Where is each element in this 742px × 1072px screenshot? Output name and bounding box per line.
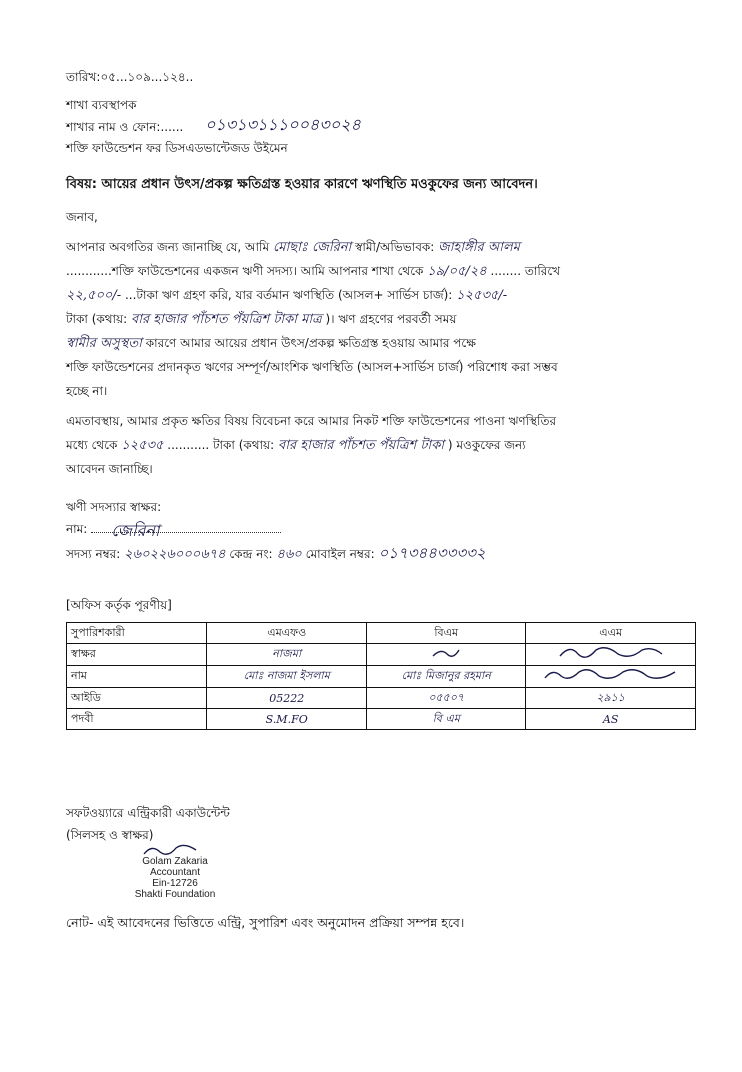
branch-phone-handwritten: ০১৩১৩১১১০০৪৩০২৪ <box>205 115 361 134</box>
header-mfo: এমএফও <box>207 623 367 644</box>
bm-id: ০৫৫০৭ <box>367 688 526 709</box>
body-line-4-suffix: )। ঋণ গ্রহণের পরবর্তী সময় <box>325 312 457 326</box>
body-line-5-text: কারণে আমার আয়ের প্রধান উৎস/প্রকল্প ক্ষতিগ্রস্ত হওয়ায় আমার পক্ষে <box>145 336 476 350</box>
member-name-field <box>91 521 281 540</box>
accountant-subtitle: (সিলসহ ও স্বাক্ষর) <box>66 828 154 842</box>
mfo-id: 05222 <box>207 688 367 709</box>
header-am: এএম <box>526 623 696 644</box>
body-line-3-text: ...টাকা ঋণ গ্রহণ করি, যার বর্তমান ঋণস্থিতি (আসল+ সার্ভিস চার্জ): <box>124 288 453 302</box>
body-line-2-text: ............শক্তি ফাউন্ডেশনের একজন ঋণী সদস্য। আমি আপনার শাখা থেকে <box>66 264 424 278</box>
row-label-id: আইডি <box>67 688 207 709</box>
seal-role: Accountant <box>149 867 201 878</box>
member-name-handwritten: মোছাঃ জেরিনা <box>272 240 352 255</box>
table-row <box>67 688 696 709</box>
member-number-label: সদস্য নম্বর: <box>66 547 121 561</box>
mfo-signature: নাজমা <box>207 644 367 666</box>
reason-handwritten: স্বামীর অসুস্থতা <box>66 336 142 351</box>
body-line-2-suffix: ........ তারিখে <box>490 264 561 278</box>
row-label-name: নাম <box>67 666 207 688</box>
body-line-1-text: আপনার অবগতির জন্য জানাচ্ছি যে, আমি <box>66 240 270 254</box>
kendra-number-handwritten: ৪৬০ <box>276 547 302 562</box>
body-line-7: হচ্ছে না। <box>66 384 108 398</box>
mobile-number-handwritten: ০১৭৩৪৪৩৩৩৩২ <box>378 544 486 562</box>
table-row <box>67 644 696 666</box>
body-line-4 <box>66 312 456 327</box>
am-name-scribble <box>541 666 681 684</box>
loan-amount-handwritten: ২২,৫০০/- <box>66 288 122 303</box>
request-line-1: এমতাবস্থায়, আমার প্রকৃত ক্ষতির বিষয় বিবেচনা করে আমার নিকট শক্তি ফাউন্ডেশনের পাওনা ঋণস্থিতির <box>66 414 557 428</box>
seal-org: Shakti Foundation <box>134 889 216 900</box>
mobile-label: মোবাইল নম্বর: <box>305 547 375 561</box>
seal-id: Ein-12726 <box>152 878 198 889</box>
table-row <box>67 709 696 730</box>
request-line-2-prefix: মধ্যে থেকে <box>66 438 118 452</box>
body-line-5 <box>66 336 476 351</box>
recipient-line: শাখা ব্যবস্থাপক <box>66 98 137 112</box>
bm-signature-scribble <box>431 646 461 660</box>
mfo-designation: S.M.FO <box>207 709 367 730</box>
request-line-2-suffix: ) মওকুফের জন্য <box>447 438 526 452</box>
body-line-1-guardian-label: স্বামী/অভিভাবক: <box>355 240 435 254</box>
body-line-6: শক্তি ফাউন্ডেশনের প্রদানকৃত ঋণের সম্পূর্ণ/আংশিক ঋণস্থিতি (আসল+সার্ভিস চার্জ) পরিশোধ করা সম্ভব <box>66 360 558 374</box>
accountant-seal <box>120 856 230 900</box>
request-line-2 <box>66 438 526 453</box>
subject-line: বিষয়: আয়ের প্রধান উৎস/প্রকল্প ক্ষতিগ্রস্ত হওয়ার কারণে ঋণস্থিতি মওকুফের জন্য আবেদন। <box>66 177 538 192</box>
body-line-3 <box>66 288 507 303</box>
member-name-signature: জেরিনা <box>111 521 160 540</box>
waiver-words-handwritten: বার হাজার পাঁচশত পঁয়ত্রিশ টাকা <box>278 438 445 453</box>
request-line-3: আবেদন জানাচ্ছি। <box>66 462 153 476</box>
member-number-row <box>66 546 486 562</box>
am-name <box>526 666 696 688</box>
member-name-label: নাম: <box>66 522 88 536</box>
bm-designation: বি এম <box>367 709 526 730</box>
body-line-4-text: টাকা (কথায়: <box>66 312 128 326</box>
member-signature-label: ঋণী সদস্যার স্বাক্ষর: <box>66 500 162 514</box>
bm-signature <box>367 644 526 666</box>
am-id: ২৯১১ <box>526 688 696 709</box>
mfo-name: মোঃ নাজমা ইসলাম <box>207 666 367 688</box>
member-number-handwritten: ২৬০২২৬০০০৬৭৪ <box>124 547 226 562</box>
outstanding-words-handwritten: বার হাজার পাঁচশত পঁয়ত্রিশ টাকা মাত্র <box>130 312 322 327</box>
office-table-header-row <box>67 623 696 644</box>
bm-name: মোঃ মিজানুর রহমান <box>367 666 526 688</box>
row-label-signature: স্বাক্ষর <box>67 644 207 666</box>
am-signature-scribble <box>556 644 666 662</box>
office-table <box>66 622 696 730</box>
row-label-designation: পদবী <box>67 709 207 730</box>
salutation: জনাব, <box>66 210 98 224</box>
member-name-row <box>66 521 281 540</box>
accountant-title: সফটওয়্যারে এন্ট্রিকারী একাউন্টেন্ট <box>66 806 230 820</box>
loan-date-handwritten: ১৯/০৫/২৪ <box>427 264 487 279</box>
guardian-name-handwritten: জাহাঙ্গীর আলম <box>438 240 520 255</box>
am-designation: AS <box>526 709 696 730</box>
waiver-amount-handwritten: ১২৫৩৫ <box>121 438 164 453</box>
table-row <box>67 666 696 688</box>
am-signature <box>526 644 696 666</box>
seal-name: Golam Zakaria <box>142 856 208 867</box>
office-caption: [অফিস কর্তৃক পূরণীয়] <box>66 598 172 612</box>
header-recommender: সুপারিশকারী <box>67 623 207 644</box>
foundation-name-line: শক্তি ফাউন্ডেশন ফর ডিসএডভান্টেজড উইমেন <box>66 141 288 155</box>
header-bm: বিএম <box>367 623 526 644</box>
date-line: তারিখ:০৫...১০৯...১২৪.. <box>66 70 194 84</box>
body-line-2 <box>66 264 560 279</box>
kendra-label: কেন্দ্র নং: <box>229 547 273 561</box>
request-line-2-mid: ........... টাকা (কথায়: <box>167 438 275 452</box>
outstanding-amount-handwritten: ১২৫৩৫/- <box>456 288 508 303</box>
body-line-1 <box>66 240 520 255</box>
footer-note: নোট- এই আবেদনের ভিত্তিতে এন্ট্রি, সুপারিশ এবং অনুমোদন প্রক্রিয়া সম্পন্ন হবে। <box>66 915 465 930</box>
branch-name-line: শাখার নাম ও ফোন:...... <box>66 120 184 134</box>
